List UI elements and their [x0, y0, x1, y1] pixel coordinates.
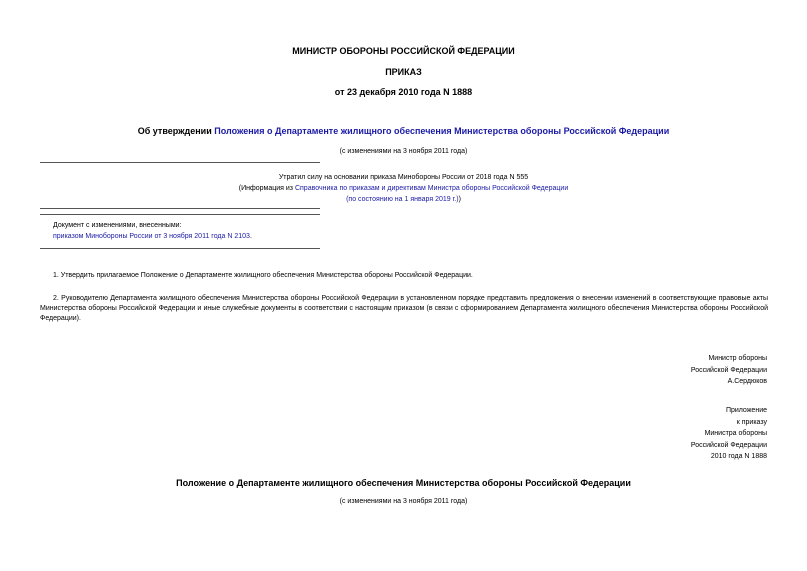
signature-title: Министр обороны: [708, 355, 767, 362]
title-prefix: Об утверждении: [137, 126, 215, 136]
signature-name: А.Сердюков: [727, 378, 767, 385]
ministry-heading: МИНИСТР ОБОРОНЫ РОССИЙСКОЙ ФЕДЕРАЦИИ: [292, 46, 515, 56]
changes-doc-line: [53, 233, 252, 240]
appendix-minister: Министра обороны: [704, 430, 767, 437]
appendix-order-number: 2010 года N 1888: [710, 453, 767, 460]
regulation-title: Положение о Департаменте жилищного обеспечения Министерства обороны Российской Федерации: [176, 478, 631, 488]
signature-country: Российской Федерации: [690, 366, 767, 374]
changes-doc-suffix: .: [249, 233, 252, 240]
document-type: ПРИКАЗ: [385, 67, 422, 77]
info-date-suffix: ): [458, 196, 461, 203]
order-item-1: 1. Утвердить прилагаемое Положение о Департаменте жилищного обеспечения Министерства обороны Российской Федерации.: [53, 272, 473, 279]
changes-note: (с изменениями на 3 ноября 2011 года): [339, 148, 468, 155]
appendix-block: [691, 405, 767, 463]
order-item-2: 2. Руководителю Департамента жилищного обеспечения Министерства обороны Российской Федерации в установленном порядке представить предложения о внесении изменений в соответствующие правовые акты Министерства обороны Российской Федерации и иные служебные документы в соответствии с настоящим приказом (в связи с сформированием Департамента жилищного обеспечения Министерства обороны Российской Федерации).: [40, 295, 768, 322]
changes-doc-label: Документ с изменениями, внесенными:: [53, 222, 182, 229]
appendix-to-order: к приказу: [736, 418, 767, 426]
handbook-date-link[interactable]: (по состоянию на 1 января 2019 г.): [346, 196, 459, 203]
info-date: [0, 196, 807, 203]
regulation-link[interactable]: Положения о Департаменте жилищного обеспечения Министерства обороны Российской Федерации: [214, 126, 670, 136]
document-title: [0, 126, 807, 136]
regulation-changes-note: (с изменениями на 3 ноября 2011 года): [339, 498, 468, 505]
directives-handbook-link[interactable]: Справочника по приказам и директивам Министра обороны Российской Федерации: [294, 185, 569, 192]
divider: [40, 214, 320, 215]
divider: [40, 162, 320, 163]
appendix-country: Российской Федерации: [690, 441, 767, 449]
divider: [40, 248, 320, 249]
divider: [40, 208, 320, 209]
lost-force-line: Утратил силу на основании приказа Минобороны России от 2018 года N 555: [278, 174, 529, 181]
info-source-prefix: (Информация из: [238, 185, 295, 192]
appendix-label: Приложение: [725, 407, 767, 414]
info-source: [0, 185, 807, 192]
signature-block: [691, 353, 767, 388]
amending-order-link[interactable]: приказом Минобороны России от 3 ноября 2011 года N 2103: [53, 233, 250, 240]
document-date-number: от 23 декабря 2010 года N 1888: [334, 87, 473, 97]
